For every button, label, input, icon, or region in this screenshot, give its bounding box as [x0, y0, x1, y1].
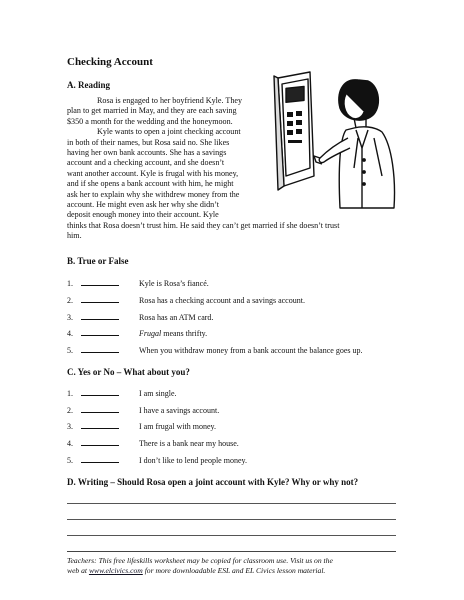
item-text: There is a bank near my house. [139, 439, 239, 448]
section-c-heading: C. Yes or No – What about you? [67, 367, 190, 377]
section-b-heading: B. True or False [67, 256, 129, 266]
reading-line: $350 a month for the wedding and the honeymoon. [67, 116, 233, 126]
yes-no-item-1 [67, 387, 177, 398]
answer-blank[interactable] [81, 294, 119, 303]
reading-paragraph-1 [67, 96, 282, 127]
reading-line: account. He might even ask her why she didn’t [67, 200, 220, 210]
writing-line-1[interactable] [67, 503, 396, 504]
footer-line-1: Teachers: This free lifeskills worksheet may be copied for classroom use. Visit us on the [67, 556, 333, 565]
footer-divider [67, 551, 396, 552]
answer-blank[interactable] [81, 420, 119, 429]
reading-line: want another account. Kyle is frugal with his money, [67, 168, 239, 178]
website-link[interactable]: www.elcivics.com [88, 566, 143, 575]
yes-no-item-4 [67, 437, 239, 448]
item-text-italic: Frugal [139, 329, 162, 338]
section-d-heading: D. Writing – Should Rosa open a joint account with Kyle? Why or why not? [67, 477, 359, 487]
true-false-item-4 [67, 327, 207, 338]
footer-line-2 [67, 566, 397, 576]
item-number: 1. [67, 279, 73, 288]
answer-blank[interactable] [81, 277, 119, 286]
answer-blank[interactable] [81, 311, 119, 320]
section-a-heading: A. Reading [67, 80, 111, 90]
answer-blank[interactable] [81, 344, 119, 353]
item-number: 3. [67, 313, 73, 322]
item-number: 4. [67, 329, 73, 338]
reading-line: and if she opens a bank account with him, he might [67, 179, 234, 189]
item-text: I am single. [139, 389, 177, 398]
item-text: When you withdraw money from a bank account the balance goes up. [139, 346, 363, 355]
reading-line: ask her to explain why she withdrew money from the [67, 189, 240, 199]
writing-line-2[interactable] [67, 519, 396, 520]
reading-line: Kyle wants to open a joint checking account [97, 127, 241, 137]
item-number: 2. [67, 406, 73, 415]
reading-line: Rosa is engaged to her boyfriend Kyle. They [97, 96, 243, 105]
reading-line: him. [67, 231, 82, 241]
true-false-item-3 [67, 311, 213, 322]
reading-line: plan to get married in May, and they are each saving [67, 106, 237, 116]
footer-note [67, 556, 397, 576]
yes-no-item-2 [67, 404, 219, 415]
reading-line: thinks that Rosa doesn’t trust him. He said they can’t get married if she doesn’t trust [67, 220, 340, 230]
item-number: 2. [67, 296, 73, 305]
item-number: 3. [67, 422, 73, 431]
reading-line: in both of their names, but Rosa said no. She likes [67, 137, 230, 147]
footer-text: web at [67, 566, 89, 575]
item-number: 5. [67, 346, 73, 355]
item-text: I have a savings account. [139, 406, 220, 415]
item-number: 4. [67, 439, 73, 448]
item-text: Rosa has an ATM card. [139, 313, 214, 322]
footer-text: for more downloadable ESL and EL Civics lesson material. [142, 566, 326, 575]
item-text: Kyle is Rosa’s fiancé. [139, 279, 209, 288]
item-text: means thrifty. [161, 329, 208, 338]
true-false-item-1 [67, 277, 209, 288]
answer-blank[interactable] [81, 387, 119, 396]
answer-blank[interactable] [81, 327, 119, 336]
item-text: I am frugal with money. [139, 422, 217, 431]
reading-line: account and a checking account, and she doesn’t [67, 158, 225, 168]
answer-blank[interactable] [81, 454, 119, 463]
yes-no-item-5 [67, 454, 247, 465]
answer-blank[interactable] [81, 437, 119, 446]
item-number: 5. [67, 456, 73, 465]
page-title: Checking Account [67, 56, 153, 68]
yes-no-item-3 [67, 420, 216, 431]
reading-line: deposit enough money into their account. Kyle [67, 210, 219, 220]
writing-line-3[interactable] [67, 535, 396, 536]
true-false-item-2 [67, 294, 305, 305]
item-number: 1. [67, 389, 73, 398]
atm-woman-illustration [270, 68, 400, 210]
answer-blank[interactable] [81, 404, 119, 413]
item-text: I don’t like to lend people money. [139, 456, 247, 465]
true-false-item-5 [67, 344, 362, 355]
item-text: Rosa has a checking account and a savings account. [139, 296, 305, 305]
reading-line: having her own bank accounts. She has a savings [67, 148, 227, 158]
